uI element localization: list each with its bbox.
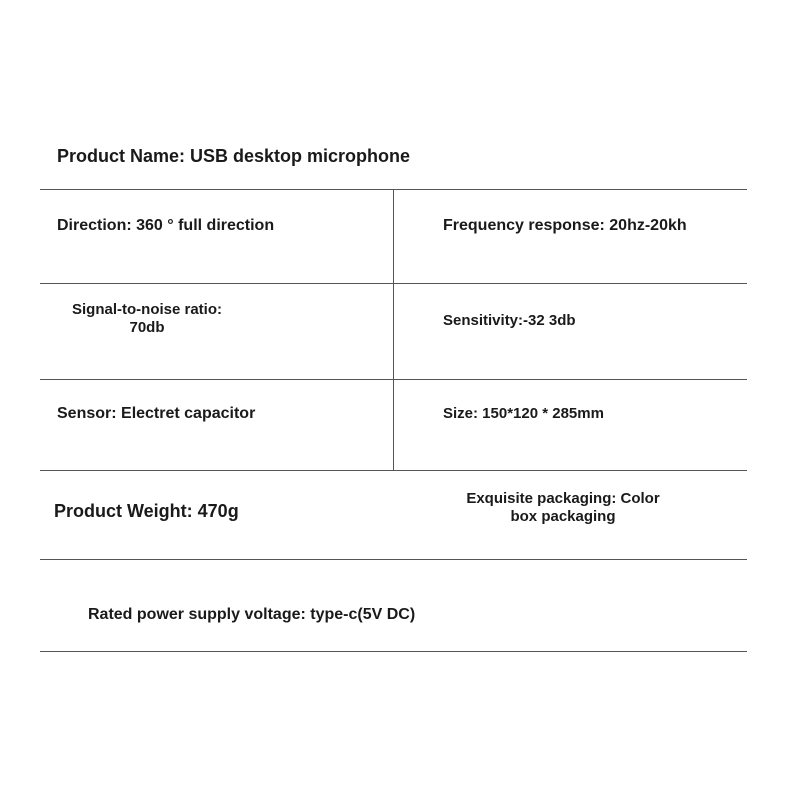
size-spec: Size: 150*120 * 285mm <box>443 405 604 422</box>
weight-spec: Product Weight: 470g <box>54 501 239 521</box>
table-divider <box>40 379 747 380</box>
column-divider <box>393 189 394 470</box>
sensitivity-spec: Sensitivity:-32 3db <box>443 312 576 329</box>
snr-label: Signal-to-noise ratio: <box>72 301 222 318</box>
table-divider <box>40 559 747 560</box>
sensor-spec: Sensor: Electret capacitor <box>57 405 256 422</box>
snr-value: 70db <box>129 319 165 336</box>
frequency-spec: Frequency response: 20hz-20kh <box>443 217 687 234</box>
table-divider <box>40 651 747 652</box>
packaging-value: box packaging <box>510 508 616 525</box>
product-name-heading: Product Name: USB desktop microphone <box>57 146 411 166</box>
table-divider <box>40 470 747 471</box>
packaging-spec <box>455 490 671 526</box>
packaging-label: Exquisite packaging: Color <box>466 490 660 507</box>
power-spec: Rated power supply voltage: type-c(5V DC) <box>88 606 416 623</box>
table-divider <box>40 283 747 284</box>
direction-spec: Direction: 360 ° full direction <box>57 217 275 234</box>
snr-spec <box>62 301 232 337</box>
